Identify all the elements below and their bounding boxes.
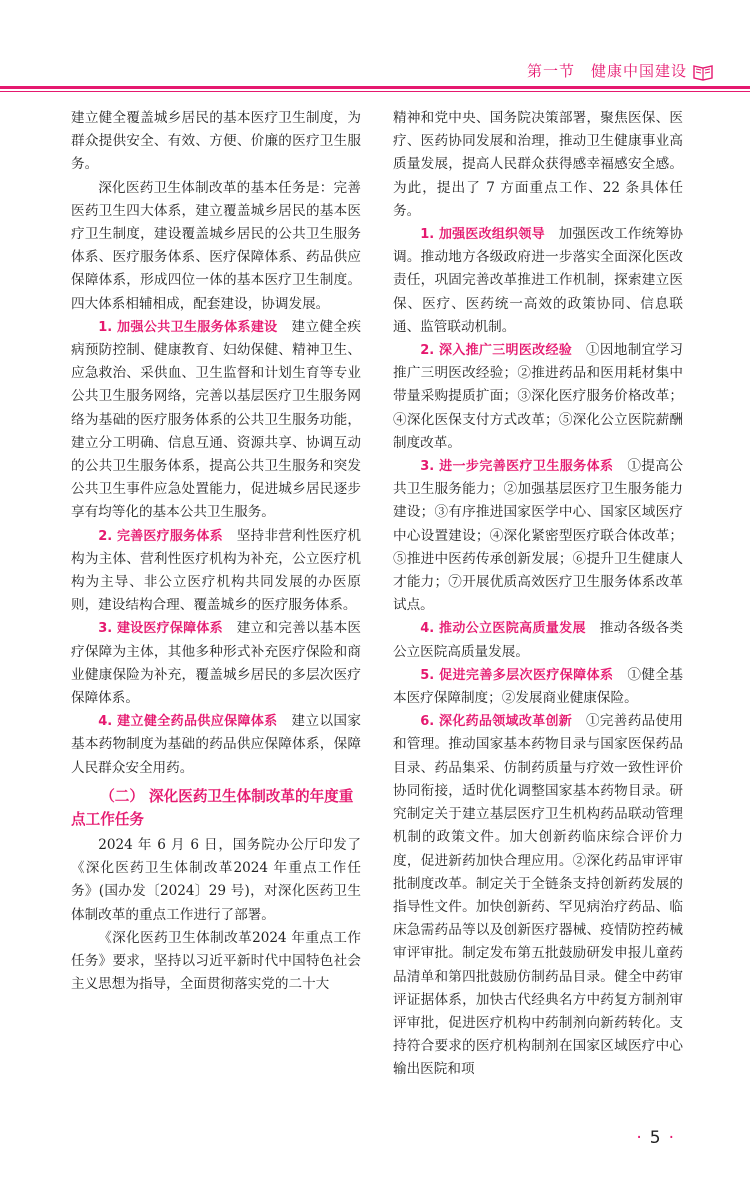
item-text: 建立健全疾病预防控制、健康教育、妇幼保健、精神卫生、应急救治、采供血、卫生监督和计划生育等专业公共卫生服务网络，完善以基层医疗卫生服务网络为基础的医疗服务体系的公共卫生服务功能，建立分工明确、信息互通、资源共享、协调互动的公共卫生服务体系，提高公共卫生服务和突发公共卫生事件应急处置能力，促进城乡居民逐步享有均等化的基本公共卫生服务。 bbox=[71, 318, 361, 521]
list-item bbox=[393, 223, 683, 339]
item-heading: 2. 深入推广三明医改经验 bbox=[420, 343, 573, 359]
left-column bbox=[71, 107, 361, 996]
list-item bbox=[71, 617, 361, 710]
item-heading: 1. 加强公共卫生服务体系建设 bbox=[98, 319, 278, 335]
paragraph: 2024 年 6 月 6 日，国务院办公厅印发了《深化医药卫生体制改革2024 年重点工作任务》(国办发〔2024〕29 号)，对深化医药卫生体制改革的重点工作进行了部署。 bbox=[71, 836, 361, 923]
item-heading: 3. 建设医疗保障体系 bbox=[98, 621, 223, 637]
running-header: 第一节 健康中国建设 bbox=[526, 62, 687, 80]
page-number bbox=[628, 1128, 682, 1148]
item-heading: 1. 加强医改组织领导 bbox=[420, 227, 545, 243]
paragraph: 精神和党中央、国务院决策部署，聚焦医保、医疗、医药协同发展和治理，推动卫生健康事业高质量发展，提高人民群众获得感幸福感安全感。为此，提出了 7 方面重点工作、22 条具体任务。 bbox=[393, 110, 683, 219]
item-text: 建立和完善以基本医疗保障为主体，其他多种形式补充医疗保险和商业健康保险为补充，覆盖城乡居民的多层次医疗保障体系。 bbox=[71, 620, 362, 707]
list-item bbox=[71, 316, 361, 525]
open-book-icon bbox=[692, 60, 714, 82]
list-item bbox=[393, 455, 683, 617]
list-item bbox=[71, 710, 361, 780]
right-column bbox=[393, 107, 683, 1082]
list-item bbox=[393, 664, 683, 710]
page-number-dot: · bbox=[668, 1128, 674, 1148]
item-heading: 2. 完善医疗服务体系 bbox=[98, 528, 223, 544]
item-text: 坚持非营利性医疗机构为主体、营利性医疗机构为补充，公立医疗机构为主导、非公立医疗机构共同发展的办医原则，建设结构合理、覆盖城乡的医疗服务体系。 bbox=[71, 527, 362, 614]
item-text: ①因地制宜学习推广三明医改经验；②推进药品和医用耗材集中带量采购提质扩面；③深化医疗服务价格改革；④深化医保支付方式改革；⑤深化公立医院薪酬制度改革。 bbox=[393, 342, 684, 451]
header-rule-thin bbox=[0, 91, 750, 92]
item-heading: 3. 进一步完善医疗卫生服务体系 bbox=[420, 459, 614, 475]
section-title: （二） 深化医药卫生体制改革的年度重点工作任务 bbox=[71, 787, 354, 829]
list-item bbox=[71, 525, 361, 618]
item-text: 推动各级各类公立医院高质量发展。 bbox=[393, 620, 683, 660]
list-item bbox=[393, 617, 683, 663]
paragraph: 建立健全覆盖城乡居民的基本医疗卫生制度，为群众提供安全、有效、方便、价廉的医疗卫生服务。 bbox=[71, 110, 361, 173]
page-number-dot: · bbox=[636, 1128, 642, 1148]
item-text: ①完善药品使用和管理。推动国家基本药物目录与国家医保药品目录、药品集采、仿制药质量与疗效一致性评价协同衔接，适时优化调整国家基本药物目录。研究制定关于建立基层医疗卫生机构药品联动管理机制的政策文件。加大创新药临床综合评价力度，促进新药加快合理应用。②深化药品审评审批制度改革。制定关于全链条支持创新药发展的指导性文件。加快创新药、罕见病治疗药品、临床急需药品等以及创新医疗器械、疫情防控药械审评审批。制定发布第五批鼓励研发申报儿童药品清单和第四批鼓励仿制药品目录。健全中药审评证据体系，加快古代经典名方中药复方制剂审评审批，促进医疗机构中药制剂向新药转化。支持符合要求的医疗机构制剂在国家区域医疗中心输出医院和项 bbox=[393, 713, 684, 1078]
list-item bbox=[393, 339, 683, 455]
paragraph: 深化医药卫生体制改革的基本任务是：完善医药卫生四大体系，建立覆盖城乡居民的基本医疗卫生制度，建设覆盖城乡居民的公共卫生服务体系、医疗服务体系、医疗保障体系、药品供应保障体系，形成四位一体的基本医疗卫生制度。四大体系相辅相成，配套建设，协调发展。 bbox=[71, 179, 361, 312]
item-heading: 4. 推动公立医院高质量发展 bbox=[420, 621, 586, 637]
item-text: ①提高公共卫生服务能力；②加强基层医疗卫生服务能力建设；③有序推进国家医学中心、国家区域医疗中心设置建设；④深化紧密型医疗联合体改革；⑤推进中医药传承创新发展；⑥提升卫生健康人才能力；⑦开展优质高效医疗卫生服务体系改革试点。 bbox=[393, 458, 684, 614]
paragraph: 《深化医药卫生体制改革2024 年重点工作任务》要求，坚持以习近平新时代中国特色社会主义思想为指导，全面贯彻落实党的二十大 bbox=[71, 929, 361, 993]
item-text: 建立以国家基本药物制度为基础的药品供应保障体系，保障人民群众安全用药。 bbox=[71, 713, 361, 776]
item-heading: 4. 建立健全药品供应保障体系 bbox=[98, 714, 278, 730]
header-rule bbox=[0, 86, 750, 89]
item-text: ①健全基本医疗保障制度；②发展商业健康保险。 bbox=[393, 666, 684, 707]
page-number-value: 5 bbox=[649, 1128, 661, 1148]
item-text: 加强医改工作统筹协调。推动地方各级政府进一步落实全面深化医改责任，巩固完善改革推进工作机制，探索建立医保、医疗、医药统一高效的政策协同、信息联通、监管联动机制。 bbox=[393, 226, 684, 335]
list-item bbox=[393, 710, 683, 1081]
item-heading: 5. 促进完善多层次医疗保障体系 bbox=[420, 667, 614, 683]
item-heading: 6. 深化药品领域改革创新 bbox=[420, 714, 573, 730]
